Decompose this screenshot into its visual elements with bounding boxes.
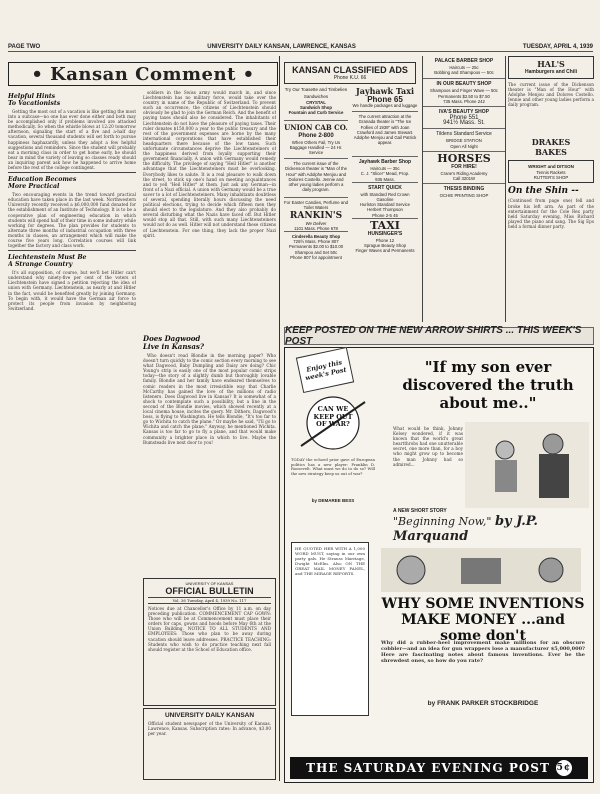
gear-icon — [397, 556, 425, 584]
filler-text: The current issue of the Dickenson theater is "Man of the Hour" with Adolphe Menjou and Dolores Costello. Jennie and other young ladies perform a daily program. — [508, 82, 594, 108]
divider — [8, 172, 136, 173]
article-heading: Helpful Hints To Vacationists — [8, 93, 61, 107]
divider — [8, 250, 136, 251]
classified-ad: IVA'S BEAUTY SHOP Phone 551 941½ Mass. St. — [423, 106, 505, 126]
story-name: "Beginning Now," — [393, 515, 492, 528]
classified-phone: Phone K.U. 66 — [333, 75, 367, 81]
story-label: A NEW SHORT STORY — [393, 508, 447, 514]
story-illustration — [465, 422, 589, 508]
classified-ad: TAXI HUNSINGER'S Phone 12 Sprague Beauty Shop Finger Waves and Permanents — [352, 218, 418, 254]
bulletin-line: Vol. 36 Tuesday, April 4, 1939 No. 117 — [148, 597, 271, 604]
enjoy-badge: Enjoy this week's Post — [296, 347, 354, 393]
story-author: by J.P. Marquand — [393, 514, 538, 544]
article-heading: Education Becomes More Practical — [8, 176, 77, 191]
war-byline: by DEMAREE BESS — [311, 498, 355, 503]
boy-body — [495, 460, 517, 492]
article-body: Who doesn't read Blondie in the morning paper? Who doesn't turn quickly to the comic section every morning to see what Dagwood, Baby Dumpling and Daisy are doing? Chic Young's strip is easily one of the most popular comic strips today—the story of a slightly dumb but thoroughly lovable family. Blondie and her family have endeared themselves to comic readers in the most irresistible way that Charlie McCarthy has gained the love of the millions of radio listeners. Does Dagwood live in Kansas? It is somewhat of a shock to contemplate such a possibility, but a line in the second of the Blondie movies, which showed recently at a local cinema house, incites the query. Mr. Dithers, Dagwood's boss, is flying to Washington. He tells Blondie, "It's too far to go to Wichita to catch the plane." Or maybe he said, "I'll go to Wichita and catch the plane." Anyway, he mentioned Wichita. Kansas is too far to go to fly a plane, and that would make community a brighter place in which to live. Maybe the Bumsteads live next door to you! — [143, 353, 276, 445]
bulletin-org: UNIVERSITY OF KANSAS — [185, 581, 234, 586]
price-badge: 5¢ — [556, 760, 572, 776]
article-body: It's all supposition, of course, but we'll bet Hitler can't understand why ninety-five per cent of the voters of Liechtenstein have signed a petition rejecting the idea of union with Germany. Liechtenstein, as nearly at and Hitler in the fact, would be benefited greatly by joining Germany. To begin with, it would have the German air force to protect its people from invasion by neighboring Switzerland. — [8, 270, 136, 311]
man-figure — [543, 434, 563, 454]
classified-ad: PALACE BARBER SHOP Haircuts — 25c Bobbing and Shampoos — 50c — [434, 58, 494, 76]
story-body: What would he think, Johnny Kelsey wondered, if it was known that the world's great heartthrobs had one unutterable secret, one more than, for a boy who might grow up to become the man Johnny had so admired... — [393, 426, 463, 467]
dagwood-article — [143, 332, 276, 572]
war-article — [291, 394, 375, 504]
comment-column-2-top — [143, 90, 276, 330]
paper-name: UNIVERSITY DAILY KANSAN, LAWRENCE, KANSAS — [207, 44, 356, 50]
inventions-byline: by FRANK PARKER STOCKBRIDGE — [427, 700, 539, 707]
classified-ad: For Easter Candies, Perfume and Toilet Waters RANKIN'S We Deliver 1101 Mass. Phone 678 — [284, 197, 348, 231]
inventions-body: Why did a rubber-heel improvement make millions for an obscure cobbler—and an idea for gun wrappers lose a manufacturer $5,000,000? Here are fascinating notes about famous inventions. Ever be the shrewdest ones, so how do you rate? — [381, 640, 585, 664]
post-footer-title: THE SATURDAY EVENING POST — [306, 761, 550, 775]
classified-ad: IN OUR BEAUTY SHOP Shampoos and Finger Wave — 50c Permanents $2.50 to $7.50 735 Mass. Phone 242 — [423, 78, 505, 104]
classified-ad: HORSES FOR HIRE! Crane's Riding Academy Call 3201W — [423, 151, 505, 181]
arrow-banner-text: KEEP POSTED ON THE NEW ARROW SHIRTS ... THIS WEEK'S POST — [285, 325, 582, 347]
classified-ad: HAL'S Hamburgers and Chili — [508, 56, 594, 79]
article-heading: Liechtenstein Must Be A Strange Country — [8, 254, 87, 269]
article-continuation: soldiers in the Swiss army would march in, and since Liechtenstein has no military force, would take over the country in name of the Republic of Switzerland. To prevent such an occurrence, the citizens of Liechtenstein should obviously be glad to join the German Reich. And the benefit of paying taxes should also be considered. The inhabitants of Liechtenstein do not have the pleasure of paying taxes. Their ruler donates $150,000 a year to the public treasury and the rest of the government expenses are borne by the many international corporations that have established their headquarters there because of the low taxes. Such unfortunate circumstances deprive the Liechtensteiners of the happiness derived from loyally supporting their government financially. A union with Germany would remedy the difficulty. The privilege of saying "Heil Hitler" is another advantage that the Liechtensteiners must be overlooking. Everybody likes to salute. It is a real pleasure to walk down the street, to stick up one's hand on meeting acquaintances and to yell "Heil Hitler" at them. Just ask any German—in front of a Nazi official. A union with Germany would be a true saver to a lot of Liechtensteiners. Many inhabitants doubtless of several, spending literally hours discussing the need political elections, trying to decide which fifteen men they should elect to the legislature. And they also probably do several disturbing what the Nazis have faced off. But Hitler would stop all that. Still, with such many Liechtensteiners would not do as well. Hitler will not understand these citizens of Liechtenstein. For one thing, they lack the proper Nazi spirit. — [143, 90, 276, 238]
classified-ad: Cinderella Beauty Shop 728½ Mass. Phone 807 Permanents $2.00 to $10.00 Shampoo and Set 50c Phone 807 for appointment — [284, 231, 348, 260]
comment-column-1 — [8, 90, 136, 780]
classified-column-c — [422, 56, 506, 322]
classified-column-b — [352, 86, 418, 322]
man-body — [539, 454, 569, 498]
column-rule — [279, 56, 280, 781]
comment-title-box — [8, 62, 278, 86]
wheel-icon — [539, 558, 563, 582]
article-body: Getting the most out of a vacation is like getting the most into a suitcase—no one has ever done either and both may be accomplished only if problems involved are attacked methodically. So when the whistle blows at 12:20 tomorrow afternoon, signaling the start of a five and a-half day vacation, several thousand students will set forth to pursue happiness haphazardly, unless they adopt a few helpful suggestions and reminders. Since the student will probably eat a morning class in order to get home early, he should bear in mind the variety of leaving so classes ready should an inquiring parent ask how he happened to arrive home before the rest of the college contingent. — [8, 109, 136, 171]
classified-ad: Tildens Standard Service BRIDGE STATION Open All Night — [423, 128, 505, 148]
boy-figure — [496, 441, 514, 459]
saturday-evening-post-ad — [284, 347, 594, 783]
classified-ad: The current issue of the Dickenson theater is "Man of the Hour" with Adolphe Menjou and Dolores Costello. Jennie and other young ladies perform a daily program. — [284, 158, 348, 197]
official-bulletin — [143, 578, 276, 706]
story-name-line — [393, 514, 583, 544]
arrow-shirts-banner — [284, 327, 594, 345]
post-footer-band — [290, 757, 588, 779]
classified-ad: Try Our Toasette and Timbelien Sandwiches CRYSTAL Sandwich Shop Fountain and Curb Service — [284, 87, 348, 116]
war-heading: CAN WE KEEP OUT OF WAR? — [313, 405, 353, 428]
classified-title: KANSAN CLASSIFIED ADS — [292, 65, 408, 75]
classified-ad: The current attraction at the Granada theater is "The Ice Follies of 1939" with Joan Crawford and James Stewart. Adolphe Menjou and Gail Patrick appear. — [352, 111, 418, 156]
classified-ad: Jayhawk Barber Shop Haircuts — 35c C. J. "Slicer" Mead, Prop. 935 Mass. — [352, 156, 418, 182]
bulletin-body: Notices due at Chancellor's Office by 11 a.m. on day preceding publication. COMMENCEMENT CAP GOWN: Those who will be at Commencement must place their orders for caps, gowns and hoods before May 6th at the Union Building. NOTICE TO ALL STUDENTS AND EMPLOYEES: Those who plan to be away during vacation should leave addresses. PRACTICE TEACHING: Students who wish to do practice teaching next fall should register at the School of Education office. — [148, 606, 271, 652]
classified-ad: WRIGHT and DITSON Tennis Rackets RUTTER'S SHOP — [508, 160, 594, 183]
page-header — [8, 44, 593, 52]
masthead-text: Official student newspaper of the University of Kansas. Lawrence, Kansas. Subscription rates: In advance, $3.00 per year. — [148, 721, 271, 737]
illustration-bg — [465, 422, 589, 508]
inventions-illustration — [381, 548, 581, 592]
story-headline: "If my son ever discovered the truth about me.." — [402, 358, 574, 412]
article-heading: Does Dagwood Live in Kansas? — [143, 334, 204, 351]
shin-body: (Continued from page one) fell and broke his left arm. As part of the entertainment for the Cole Rex party held Saturday evening, Miss Richard played the piano and sang. The Sig Eps held a formal dinner party. — [508, 198, 594, 229]
classified-ad: START QUICK with Standard Red Crown Gasoline Hurlston Standard Service Herbert Thompson Phone 2-5 45 — [352, 182, 418, 218]
shin-heading: On the Shin -- — [508, 186, 579, 197]
classified-ad: Jayhawk Taxi Phone 65 We handle packages and luggage — [352, 86, 418, 108]
classified-ad: THESIS BINDING OCHIE PRINTING SHOP — [423, 183, 505, 198]
far-right-column — [508, 56, 594, 322]
classified-ad: DRAKES BAKES — [531, 137, 571, 157]
article-body: Two encouraging events in the trend toward practical education have taken place in the last week. Northwestern University recently received a $6,000,000 fund donated for the establishment of an Institute of Technology. It is to be a cooperative plan of engineering education in which students will spend half of their time in some industry while working for degrees. The plan provides for students to alternate three months of industrial occupation with three months in classes, an arrangement which will make the course five years long. Correlation courses will link together the factory and class work. — [8, 192, 136, 249]
classified-ad: UNION CAB CO. Phone 2-800 When Others Fail, Try Us Baggage Handled — 24 Hr. Service — [284, 120, 348, 156]
war-body: TODAY the echoed prior gave of European politics has a new player: Franklin D. Roosevelt. What must we do to do so? Will the new strategy keep us out of war? — [291, 458, 375, 476]
page-number: PAGE TWO — [8, 44, 41, 50]
classified-column-a — [284, 86, 348, 322]
page-date: TUESDAY, APRIL 4, 1939 — [522, 44, 593, 50]
inventions-headline: WHY SOME INVENTIONS MAKE MONEY ...and some don't — [381, 596, 585, 644]
machine-shape — [461, 558, 501, 584]
bulletin-title: OFFICIAL BULLETIN — [165, 586, 254, 596]
classified-title-box — [284, 62, 416, 84]
comment-title: • Kansan Comment • — [31, 63, 255, 85]
masthead-title: UNIVERSITY DAILY KANSAN — [164, 712, 255, 719]
mid-blurb: HE QUOTED HER WITH A 1,000 WORD MUST, saying in our own party gals. He Strauss Marriage, Dwight McElm. Also ON THE GREAT MAIL MONEY PANEL, and THE MIRAGE REPORTS. — [291, 542, 369, 716]
masthead-box — [143, 708, 276, 780]
